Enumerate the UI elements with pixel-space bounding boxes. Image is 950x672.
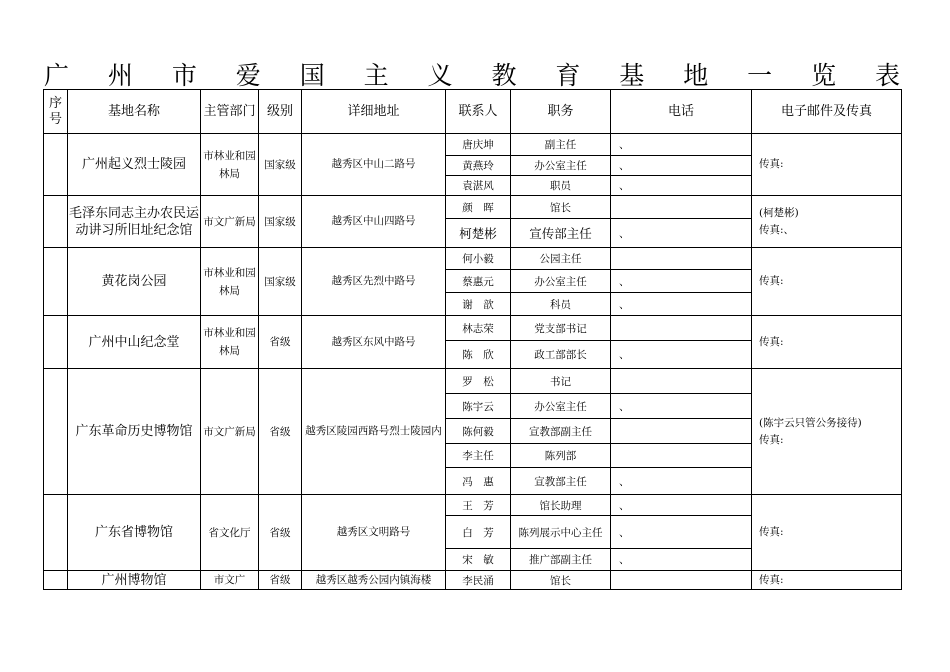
contact-name: 蔡惠元 [446, 270, 511, 293]
title-char: 义 [427, 61, 453, 90]
table-body [44, 134, 902, 590]
contact-position: 推广部副主任 [511, 549, 611, 571]
contact-name: 李主任 [446, 444, 511, 468]
header-dept: 主管部门 [201, 90, 259, 134]
email-fax-line: 传真: [759, 526, 784, 538]
seq-cell [44, 571, 68, 590]
header-phone: 电话 [611, 90, 752, 134]
base-level: 省级 [259, 316, 302, 369]
header-row [44, 90, 902, 134]
seq-cell [44, 495, 68, 571]
base-address: 越秀区东风中路号 [302, 316, 446, 369]
base-dept: 市文广新局 [201, 196, 259, 248]
contact-phone [611, 196, 752, 219]
contact-phone [611, 419, 752, 444]
contact-phone [611, 571, 752, 590]
title-char: 一 [747, 61, 773, 90]
header-name: 基地名称 [68, 90, 201, 134]
email-fax-line: 传真: [759, 158, 784, 170]
email-fax-cell [752, 495, 902, 571]
contact-name: 陈 欣 [446, 341, 511, 369]
seq-cell [44, 134, 68, 196]
seq-cell [44, 316, 68, 369]
contact-name: 柯楚彬 [446, 219, 511, 248]
title-char: 育 [555, 61, 581, 90]
contact-position: 办公室主任 [511, 156, 611, 176]
table-row [44, 495, 902, 516]
base-address: 越秀区陵园西路号烈士陵园内 [302, 369, 446, 495]
contact-position: 馆长助理 [511, 495, 611, 516]
email-fax-line: 传真: [759, 335, 784, 348]
contact-position: 办公室主任 [511, 394, 611, 419]
base-dept: 市林业和园林局 [201, 248, 259, 316]
contact-position: 办公室主任 [511, 270, 611, 293]
base-level: 省级 [259, 495, 302, 571]
contact-position: 党支部书记 [511, 316, 611, 341]
base-level: 国家级 [259, 134, 302, 196]
contact-position: 陈列部 [511, 444, 611, 468]
seq-cell [44, 369, 68, 495]
title-char: 表 [874, 61, 900, 90]
title-char: 爱 [235, 61, 261, 90]
base-dept: 市文广新局 [201, 369, 259, 495]
contact-name: 颜 晖 [446, 196, 511, 219]
base-table [43, 89, 902, 590]
contact-phone: 、 [611, 495, 752, 516]
email-fax-line: (陈宇云只管公务接待) [759, 416, 862, 429]
email-fax-line: 传真: [759, 433, 784, 446]
base-name: 广东革命历史博物馆 [68, 369, 201, 495]
contact-phone: 、 [611, 293, 752, 316]
title-char: 广 [44, 61, 70, 90]
email-fax-cell [752, 134, 902, 196]
table-row [44, 369, 902, 394]
title-char: 市 [171, 61, 197, 90]
base-dept: 市林业和园林局 [201, 316, 259, 369]
title-char: 基 [619, 61, 645, 90]
contact-position: 陈列展示中心主任 [511, 516, 611, 549]
base-name: 黄花岗公园 [68, 248, 201, 316]
contact-phone: 、 [611, 341, 752, 369]
base-address: 越秀区先烈中路号 [302, 248, 446, 316]
base-name: 广州起义烈士陵园 [68, 134, 201, 196]
contact-name: 林志荣 [446, 316, 511, 341]
contact-phone: 、 [611, 219, 752, 248]
base-name: 广州博物馆 [68, 571, 201, 590]
contact-name: 宋 敏 [446, 549, 511, 571]
base-address: 越秀区文明路号 [302, 495, 446, 571]
contact-name: 谢 歆 [446, 293, 511, 316]
email-fax-cell [752, 571, 902, 590]
base-dept: 市林业和园林局 [201, 134, 259, 196]
email-fax-line: 传真: [759, 275, 784, 287]
seq-cell [44, 196, 68, 248]
contact-position: 副主任 [511, 134, 611, 156]
contact-position: 科员 [511, 293, 611, 316]
title-char: 州 [107, 61, 133, 90]
contact-position: 馆长 [511, 571, 611, 590]
contact-name: 唐庆坤 [446, 134, 511, 156]
contact-name: 陈何毅 [446, 419, 511, 444]
base-level: 国家级 [259, 196, 302, 248]
contact-name: 李民涌 [446, 571, 511, 590]
base-name: 广东省博物馆 [68, 495, 201, 571]
title-char: 教 [491, 61, 517, 90]
header-position: 职务 [511, 90, 611, 134]
email-fax-cell [752, 196, 902, 248]
table-row [44, 248, 902, 270]
contact-phone [611, 248, 752, 270]
contact-phone: 、 [611, 176, 752, 196]
title-char: 主 [363, 61, 389, 90]
contact-phone: 、 [611, 156, 752, 176]
title-char: 览 [811, 61, 837, 90]
base-level: 省级 [259, 571, 302, 590]
contact-name: 冯 惠 [446, 468, 511, 495]
contact-name: 袁湛风 [446, 176, 511, 196]
base-level: 省级 [259, 369, 302, 495]
page-title [44, 62, 900, 90]
table-row [44, 134, 902, 156]
contact-name: 陈宇云 [446, 394, 511, 419]
table-row [44, 316, 902, 341]
seq-cell [44, 248, 68, 316]
table-row [44, 196, 902, 219]
email-fax-cell [752, 316, 902, 369]
contact-name: 罗 松 [446, 369, 511, 394]
contact-name: 何小毅 [446, 248, 511, 270]
contact-position: 宣教部副主任 [511, 419, 611, 444]
contact-position: 公园主任 [511, 248, 611, 270]
contact-position: 馆长 [511, 196, 611, 219]
base-dept: 省文化厅 [201, 495, 259, 571]
contact-phone: 、 [611, 516, 752, 549]
email-fax-line: 传真:、 [759, 223, 795, 236]
base-address: 越秀区越秀公园内镇海楼 [302, 571, 446, 590]
email-fax-line: (柯楚彬) [759, 206, 799, 219]
email-fax-cell [752, 248, 902, 316]
base-dept: 市文广 [201, 571, 259, 590]
header-address: 详细地址 [302, 90, 446, 134]
title-char: 国 [299, 61, 325, 90]
contact-phone: 、 [611, 549, 752, 571]
title-char: 地 [683, 61, 709, 90]
header-seq: 序号 [44, 90, 68, 134]
base-name: 毛泽东同志主办农民运动讲习所旧址纪念馆 [68, 196, 201, 248]
contact-name: 白 芳 [446, 516, 511, 549]
contact-phone [611, 444, 752, 468]
table-row [44, 571, 902, 590]
contact-position: 宣教部主任 [511, 468, 611, 495]
header-email: 电子邮件及传真 [752, 90, 902, 134]
contact-phone [611, 369, 752, 394]
contact-position: 书记 [511, 369, 611, 394]
base-name: 广州中山纪念堂 [68, 316, 201, 369]
contact-phone [611, 316, 752, 341]
base-address: 越秀区中山二路号 [302, 134, 446, 196]
contact-position: 政工部部长 [511, 341, 611, 369]
header-contact: 联系人 [446, 90, 511, 134]
header-level: 级别 [259, 90, 302, 134]
contact-phone: 、 [611, 134, 752, 156]
contact-phone: 、 [611, 468, 752, 495]
base-level: 国家级 [259, 248, 302, 316]
contact-name: 王 芳 [446, 495, 511, 516]
contact-position: 职员 [511, 176, 611, 196]
contact-phone: 、 [611, 394, 752, 419]
contact-phone: 、 [611, 270, 752, 293]
contact-position: 宣传部主任 [511, 219, 611, 248]
email-fax-cell [752, 369, 902, 495]
email-fax-line: 传真: [759, 573, 784, 586]
contact-name: 黄燕玲 [446, 156, 511, 176]
base-address: 越秀区中山四路号 [302, 196, 446, 248]
